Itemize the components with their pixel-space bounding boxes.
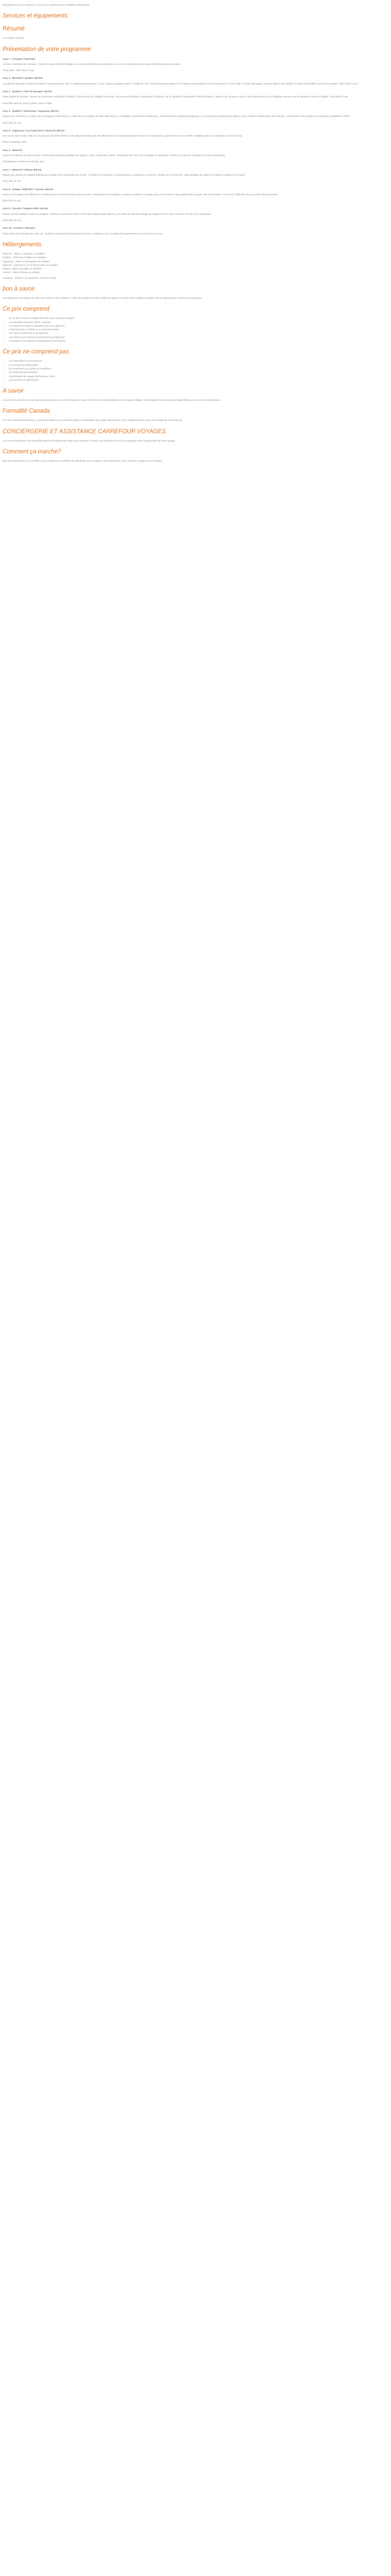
ne-comprend-list (3, 359, 388, 382)
section-resume: Résumé (3, 26, 25, 32)
day-para: Dîner libre dans la Vieux-Québec. Nuit à l'hôtel. (3, 101, 53, 105)
day-para: Dîner libre et nuit. (3, 180, 22, 183)
comprend-item: • L'assistance d'un guide accompagnateur francophone (9, 339, 388, 343)
day-block (3, 129, 388, 144)
comprend-item: • Le vol aller / retour au départ de Paris, taxes aéroport incluses (9, 316, 388, 320)
comprend-item: • Le transport en autocar climatisé selon le programme (9, 324, 388, 328)
day-title: Jour 8 : Ottawa / Mille-Îles / Toronto 450 km (3, 188, 54, 191)
day-title: Jour 9 : Toronto / Niagara Falls 130 km (3, 208, 48, 211)
comprend-item: • Les repas mentionnés au programme (9, 331, 388, 335)
day-title: Jour 7 : Mauricie / Ottawa 350 km (3, 168, 42, 172)
day-title: Jour 3 : Québec / Côte de Beaupré 120 km (3, 91, 52, 94)
page (0, 0, 391, 470)
comprend-item: • Les transferts aéroport / hôtel / aéroport (9, 320, 388, 324)
section-conciergerie: CONCIERGERIE ET ASSISTANCE CARREFOUR VOYAGES (3, 428, 166, 435)
day-para: La visite de Montréal commencera dans le Vieux-Montréal, avec la basilique Notre-Dame, le port, la place Jacques-Cartier et l'hôtel de ville. Vous découvrirez également le Plateau Mont-Royal et ses rues animées, le centre-ville et le parc olympique. Ensuite, départ vers Québec, la seule ville fortifiée au nord du Mexique. Dîner libre et nuit. (3, 82, 359, 85)
section-ce-prix-comprend: Ce prix comprend (3, 306, 50, 313)
comprend-item: • L'hébergement en hôtels 3* en chambre double (9, 328, 388, 331)
hebergement-item: Québec : Hôtel Royal William ou similaire (3, 256, 46, 259)
resume-text: Un combiné complet (3, 37, 24, 40)
day-para: Temps libre, dîner libre et nuit. (3, 69, 35, 72)
day-para: Temps libre selon l'horaire de votre vol. Transfert à l'aéroport international de Toronto. Assistance aux formalités d'enregistrement et envol vers la France. (3, 232, 163, 235)
day-block (3, 227, 388, 235)
day-para: Départ pour Charlevoix, la région des montagnes et des fleuves. Arrêts dans les villages de Baie-Saint-Paul et La Malbaie. Poursuite vers Tadoussac, à l'embouchure du fjord du Saguenay, où vous pourrez participer (en option) à une croisière d'observation des baleines. Continuation vers la région du Saguenay, installation à l'hôtel. (3, 115, 351, 118)
day-block (3, 188, 388, 203)
formalites-text: Pour les ressortissants français : passeport valide pour la durée du séjour et autorisation de voyage électronique (AVE) obligatoire pour entrer au Canada par voie aérienne. (3, 419, 183, 422)
ne-comprend-item: • Les assurances optionnelles (9, 378, 388, 382)
section-a-savoir: A savoir (3, 388, 24, 395)
day-para: Visite guidée de Québec, classée au patrimoine mondial de l'UNESCO. Découverte du Château Frontenac, de la terrasse Dufferin, des plaines d'Abraham, de la Citadelle et du quartier Petit-Champlain. L'après-midi, excursion vers la chute Montmorency et la basilique Sainte-Anne-de-Beaupré. Retour à Québec, dîner libre et nuit. (3, 95, 349, 98)
day-para: Dîner libre et nuit. (3, 219, 22, 222)
ne-comprend-item: • Les excursions optionnelles (9, 363, 388, 367)
day-block (3, 149, 388, 164)
day-block (3, 77, 388, 86)
section-comment: Comment ça marche? (3, 449, 61, 455)
hebergements-list (3, 252, 388, 275)
day-para: Route vers la région des Mille-Îles et croisière parmi ces îles du fleuve Saint-Laurent. Continuation vers Kingston, ancienne capitale du Canada, puis vers Toronto, la plus grande ville du pays. Tour d'orientation : la tour CN, l'hôtel de ville, le quartier des spectacles. (3, 193, 279, 196)
hebergement-item: Ottawa : Hôtel Lord Elgin ou similaire (3, 267, 42, 270)
day-block (3, 110, 388, 125)
ne-comprend-item: • Les repas libres et les boissons (9, 359, 388, 363)
section-bon-savoir: bon à savoir (3, 285, 35, 292)
day-block (3, 58, 388, 73)
hebergement-item: Toronto : Hôtel Chelsea ou similaire (3, 271, 40, 274)
day-title: Jour 6 : Mauricie (3, 149, 23, 152)
ne-comprend-item: • Les dépenses personnelles (9, 370, 388, 374)
doc-title: Descriptions Ce prix comprend / Ce prix ne comprend pas Formalités Conciergerie (3, 4, 89, 6)
day-para: Départ vers les célèbres chutes du Niagara. Croisière au pied des chutes à bord d'un bateau (selon saison), puis visite du charmant village de Niagara-on-the-Lake. Retour à Toronto en fin de journée. (3, 212, 212, 215)
days-list (3, 58, 388, 235)
day-block (3, 90, 388, 105)
day-title: Jour 5 : Saguenay / Lac-Saint-Jean / Mauricie 380 km (3, 129, 65, 132)
comprend-item: • Les visites et excursions mentionnées au programme (9, 335, 388, 339)
day-para: Tour du lac Saint-Jean, visite du zoo sauvage de Saint-Félicien et du village historique de Val-Jalbert avec sa chute spectaculaire. Route vers la Mauricie, pays des lacs et des forêts. Installation dans une auberge au bord d'un lac. (3, 134, 243, 138)
comment-text: Dès votre réservation, un conseiller vous contacte pour confirmer les détails de votre voyage et vous transmettre votre carnet de voyage avant le départ. (3, 460, 162, 463)
conciergerie-text: Un service d'assistance est disponible avant et pendant votre séjour pour répondre à toutes vos questions et vous accompagner dans l'organisation de votre voyage. (3, 439, 176, 442)
hebergement-item: Saguenay : Hôtel Le Montagnais ou similaire (3, 260, 50, 263)
day-para: Dîner libre et nuit. (3, 199, 22, 202)
section-services: Services et équipements (3, 13, 68, 20)
day-title: Jour 4 : Québec / Tadoussac / Saguenay 320 km (3, 110, 59, 113)
hebergement-item: Mauricie : Auberge du Lac-à-l'Eau-Claire ou similaire (3, 263, 58, 266)
hebergement-note: Catégorie : hôtels 3* ou équivalent, normes locales. (3, 276, 57, 279)
day-para: Dîner libre et nuit. (3, 121, 22, 124)
bon-savoir-text: Les distances et les temps de route sont donnés à titre indicatif. L'ordre des visites peut être modifié sur place en fonction des conditions locales, tout en respectant le contenu du programme. (3, 296, 203, 299)
comprend-list (3, 316, 388, 343)
a-savoir-text: Les prix sont calculés sur une base de deux personnes. Les tarifs peuvent varier en fonction de la disponibilité et de la date de départ. Tarifs indiqués sous réserve de disponibilité au moment de la réservation. (3, 399, 221, 402)
day-title: Jour 1 : Aéroport / Montréal (3, 58, 35, 61)
section-presentation: Présentation de votre programme (3, 46, 91, 53)
day-para: Départ pour Ottawa, la capitale fédérale du Canada. Tour d'orientation de la ville : la colline du Parlement, le canal Rideau, la résidence du premier ministre et le marché By. Visite possible (en option) du Musée canadien de l'Histoire. (3, 173, 246, 176)
ne-comprend-item: • L'autorisation de voyage électronique (AVE) (9, 375, 388, 378)
day-block (3, 207, 388, 222)
ne-comprend-item: • Les pourboires aux guides et chauffeurs (9, 367, 388, 370)
day-title: Jour 10 : Toronto / Aéroport (3, 227, 36, 230)
day-title: Jour 2 : Montréal / Québec 250 km (3, 77, 43, 80)
day-block (3, 168, 388, 183)
section-hebergements: Hébergements (3, 241, 42, 248)
section-ne-comprend-pas: Ce prix ne comprend pas (3, 349, 69, 355)
day-para: Arrivée et transport de l'Aéroport. Transfert à votre hôtel et installation. La ville de Montréal est construite sur une île et représente la seconde ville francophone du monde. (3, 62, 182, 65)
section-formalites: Formalité Canada (3, 408, 50, 415)
day-para: Journée de détente en pleine nature. Nombreuses activités possibles (en option) : canot, randonnée, pêche, observation de l'ours noir ou balade en hydravion. Profitez du calme de l'auberge et de ses installations. (3, 154, 226, 157)
day-para: Petit-déjeuner et dîner à l'auberge. Nuit. (3, 160, 45, 163)
day-para: Dîner à l'auberge. Nuit. (3, 141, 27, 144)
hebergement-item: Montréal : Hôtel Le Dauphin ou similaire (3, 252, 45, 255)
